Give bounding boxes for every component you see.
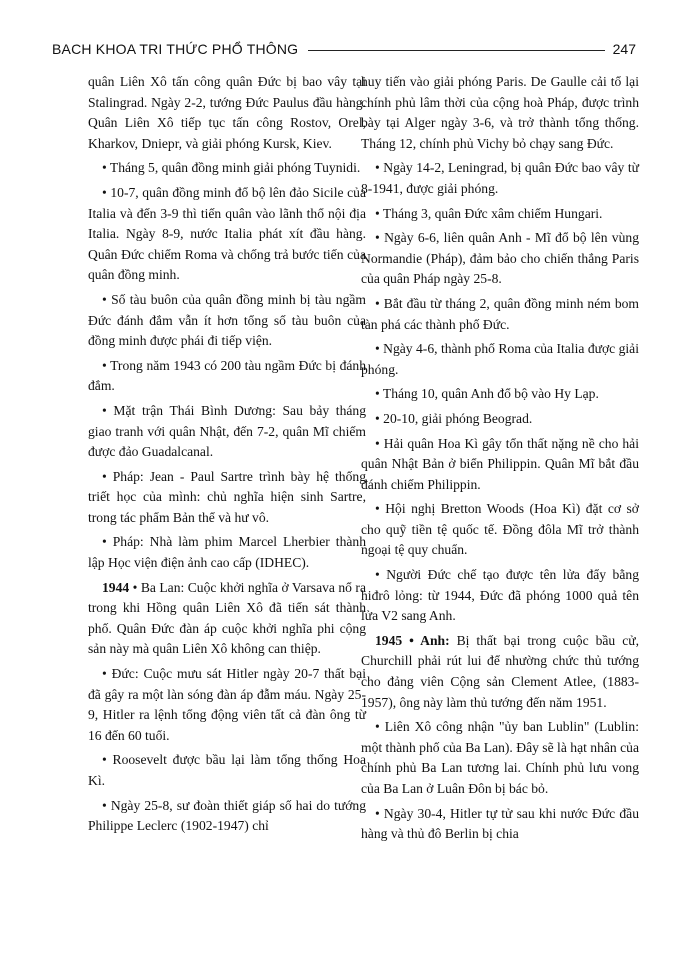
paragraph-text: • Bắt đầu từ tháng 2, quân đồng minh ném bom tàn phá các thành phố Đức. (361, 295, 639, 332)
paragraph (88, 467, 366, 529)
paragraph-text: • Hội nghị Bretton Woods (Hoa Kì) đặt cơ sở cho quỹ tiền tệ quốc tế. Đồng đôla Mĩ trở thành ngoại tệ quy chuẩn. (361, 501, 639, 558)
paragraph-text: • 10-7, quân đồng minh đổ bộ lên đảo Sicile của Italia và đến 3-9 thì tiến quân vào lãnh thổ nội địa Italia. Ngày 8-9, nước Italia phát xít đầu hàng. Quân Đức chiếm Roma và chống trả bước tiến của quân đồng minh. (88, 184, 366, 283)
paragraph-text: • Mặt trận Thái Bình Dương: Sau bảy tháng giao tranh với quân Nhật, đến 7-2, quân Mĩ chiếm được đảo Guadalcanal. (88, 402, 366, 460)
paragraph-text: Bị thất bại trong cuộc bầu cử, Churchill phải rút lui để nhường chức thủ tướng cho đảng viên Cộng sản Clement Atlee, (1883-1957), ông này làm thủ tướng đến năm 1951. (361, 632, 640, 710)
paragraph (361, 434, 639, 496)
paragraph (361, 499, 639, 561)
paragraph-text: • Tháng 5, quân đồng minh giải phóng Tuynidi. (102, 160, 361, 176)
header-rule (308, 50, 604, 51)
paragraph (361, 717, 639, 799)
paragraph-text: • Ngày 6-6, liên quân Anh - Mĩ đổ bộ lên vùng Normandie (Pháp), đảm bảo cho chiến thắng Paris của quân Pháp ngày 25-8. (361, 230, 639, 287)
paragraph-text: • Ba Lan: Cuộc khởi nghĩa ở Varsava nổ ra trong khi Hồng quân Liên Xô đã tiến sát thành phố. Quân Đức đàn áp cuộc khởi nghĩa phi cộng sản này mà quân Liên Xô không can thiệp. (88, 579, 366, 657)
paragraph-text: • 20-10, giải phóng Beograd. (375, 410, 533, 426)
paragraph-text: • Tháng 10, quân Anh đổ bộ vào Hy Lạp. (375, 386, 599, 402)
paragraph (88, 750, 366, 791)
paragraph (88, 183, 366, 286)
paragraph (361, 72, 639, 154)
paragraph (361, 409, 639, 430)
paragraph-text: • Ngày 14-2, Leningrad, bị quân Đức bao vây từ 8-1941, được giải phóng. (361, 160, 639, 196)
year-1944-lead: 1944 (102, 579, 130, 595)
running-title: BACH KHOA TRI THỨC PHỔ THÔNG (52, 41, 299, 57)
paragraph-text: • Người Đức chế tạo được tên lửa đẩy bằng hiđrô lỏng: từ 1944, Đức đã phóng 1000 quả tên lửa V2 sang Anh. (361, 567, 639, 624)
paragraph-text: • Số tàu buôn của quân đồng minh bị tàu ngầm Đức đánh đắm vẫn ít hơn tổng số tàu buôn của đồng minh được phái đi tiếp viện. (88, 291, 366, 349)
paragraph-text: quân Liên Xô tấn công quân Đức bị bao vây tại Stalingrad. Ngày 2-2, tướng Đức Paulus đầu hàng. Quân Liên Xô tiếp tục tấn công Rostov, Orel, Kharkov, Dniepr, và giải phóng Kursk, Kiev. (88, 74, 366, 151)
paragraph (361, 228, 639, 290)
paragraph-text: • Tháng 3, quân Đức xâm chiếm Hungari. (375, 205, 603, 221)
page-header (52, 40, 636, 58)
paragraph (361, 204, 639, 225)
paragraph-text: • Pháp: Jean - Paul Sartre trình bày hệ thống triết học của mình: chủ nghĩa hiện sinh Sartre, trong tác phẩm Bản thể và hư vô. (88, 468, 366, 525)
paragraph-text: • Ngày 4-6, thành phố Roma của Italia được giải phóng. (361, 341, 639, 377)
paragraph (88, 796, 366, 837)
paragraph (361, 384, 639, 405)
paragraph-text: • Ngày 25-8, sư đoàn thiết giáp số hai do tướng Philippe Leclerc (1902-1947) chỉ (88, 797, 366, 834)
paragraph-text: • Hải quân Hoa Kì gây tổn thất nặng nề cho hải quân Nhật Bản ở biển Philippin. Quân Mĩ bắt đầu đánh chiếm Philippin. (361, 435, 639, 492)
page-number: 247 (612, 41, 636, 57)
year-1945-lead: 1945 • Anh: (375, 632, 450, 648)
paragraph-text: • Roosevelt được bầu lại làm tổng thống Hoa Kì. (88, 752, 366, 788)
paragraph (88, 401, 366, 463)
paragraph (361, 565, 639, 627)
paragraph (361, 339, 639, 380)
paragraph (88, 72, 366, 154)
paragraph-text: huy tiến vào giải phóng Paris. De Gaulle cải tổ lại chính phủ lâm thời của cộng hoà Pháp, được trình bày tại Alger ngày 3-6, và trở thành tổng thống. Tháng 12, chính phủ Vichy bỏ chạy sang Đức. (361, 74, 639, 151)
paragraph (88, 290, 366, 352)
paragraph-text: • Trong năm 1943 có 200 tàu ngầm Đức bị đánh đắm. (88, 357, 366, 394)
paragraph (88, 664, 366, 746)
paragraph (361, 631, 639, 713)
paragraph (361, 804, 639, 845)
paragraph-text: • Pháp: Nhà làm phim Marcel Lherbier thành lập Học viện điện ảnh cao cấp (IDHEC). (88, 534, 366, 571)
paragraph (88, 532, 366, 573)
paragraph (88, 158, 366, 179)
left-column (88, 72, 366, 841)
right-column (361, 72, 639, 849)
paragraph (361, 158, 639, 199)
paragraph (361, 294, 639, 335)
paragraph-text: • Liên Xô công nhận "ủy ban Lublin" (Lublin: một thành phố của Ba Lan). Đây sẽ là hạt nhân của chính phủ Ba Lan tương lai. Chính phủ lưu vong của Ba Lan ở Luân Đôn bị bác bỏ. (361, 719, 639, 796)
paragraph-text: • Ngày 30-4, Hitler tự tử sau khi nước Đức đầu hàng và thủ đô Berlin bị chia (361, 805, 639, 842)
paragraph-text: • Đức: Cuộc mưu sát Hitler ngày 20-7 thất bại đã gây ra một làn sóng đàn áp đẫm máu. Ngày 25-9, Hitler ra lệnh tổng động viên tất cả đàn ông từ 16 đến 60 tuổi. (88, 666, 366, 743)
paragraph (88, 356, 366, 397)
paragraph (88, 578, 366, 660)
